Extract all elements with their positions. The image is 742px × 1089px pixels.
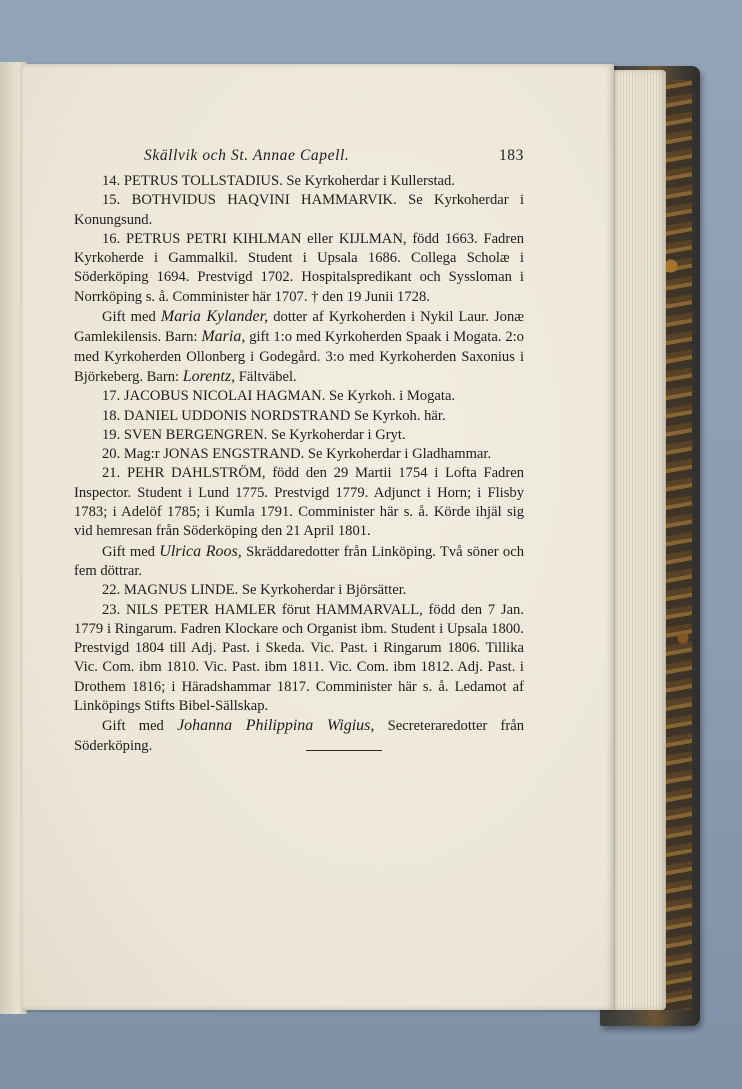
- text-run: Gift med: [102, 718, 178, 735]
- text-run: 20. Mag:r JONAS ENGSTRAND. Se Kyrkoherdar i Gladhammar.: [102, 446, 492, 463]
- entry-paragraph: [74, 407, 524, 426]
- book-page: [22, 64, 614, 1010]
- text-run: dotter af Kyrkoherden i Nykil Laur. Jonæ Gamlekilensis. Barn:: [74, 309, 525, 346]
- italic-name: Ulrica Roos,: [159, 542, 242, 560]
- entry-paragraph: [74, 230, 524, 307]
- text-run: Gift med: [102, 309, 161, 326]
- text-run: Fältväbel.: [235, 368, 297, 385]
- entry-list: [74, 172, 524, 756]
- entry-paragraph: [74, 542, 524, 582]
- italic-name: Johanna Philippina Wigius,: [177, 717, 375, 735]
- text-run: 16. PETRUS PETRI KIHLMAN eller KIJLMAN, född 1663. Fadren Kyrkoherde i Gammalkil. Student i Upsala 1686. Collega Scholæ i Söderköping 1694. Prestvigd 1702. Hospitalspredikant och Syssloman i Norrköping s. å. Comminister här 1707. † den 19 Junii 1728.: [74, 230, 524, 305]
- text-run: 14. PETRUS TOLLSTADIUS. Se Kyrkoherdar i Kullerstad.: [102, 173, 455, 189]
- page-text: [74, 146, 525, 754]
- text-run: gift 1:o med Kyrkoherden Spaak i Mogata. 2:o med Kyrkoherden Ollonberg i Godegård. 3:o med Kyrkoherden Saxonius i Björkeberg. Barn:: [74, 329, 524, 385]
- marbled-cover-edge: [662, 80, 692, 1010]
- text-run: 19. SVEN BERGENGREN. Se Kyrkoherdar i Gryt.: [102, 426, 406, 443]
- running-head-title: Skällvik och St. Annae Capell.: [144, 147, 350, 164]
- entry-paragraph: [74, 426, 524, 445]
- text-run: 18. DANIEL UDDONIS NORDSTRAND Se Kyrkoh. här.: [102, 407, 446, 424]
- entry-paragraph: [74, 581, 524, 600]
- text-run: 23. NILS PETER HAMLER förut HAMMARVALL, född den 7 Jan. 1779 i Ringarum. Fadren Klockare och Organist ibm. Student i Upsala 1800. Prestvigd 1804 till Adj. Past. i Skeda. Vic. Past. i Ringarum 1806. Tillika Vic. Com. ibm 1810. Vic. Past. ibm 1811. Vic. Com. ibm 1812. Adj. Past. i Drothem 1816; i Häradshammar 1817. Comminister här s. å. Ledamot af Linköpings Stifts Bibel-Sällskap.: [74, 601, 524, 715]
- entry-paragraph: [74, 716, 524, 756]
- running-head: [74, 146, 524, 172]
- text-run: Gift med: [102, 543, 160, 560]
- entry-paragraph: [74, 172, 524, 191]
- text-run: 17. JACOBUS NICOLAI HAGMAN. Se Kyrkoh. i Mogata.: [102, 388, 456, 405]
- entry-paragraph: [74, 191, 524, 230]
- italic-name: Maria Kylander,: [160, 308, 269, 326]
- entry-paragraph: [74, 307, 524, 387]
- entry-paragraph: [74, 601, 524, 717]
- text-run: Secreteraredotter från Söderköping.: [74, 718, 524, 754]
- page-edge-stack: [606, 70, 666, 1010]
- text-run: 15. BOTHVIDUS HAQVINI HAMMARVIK. Se Kyrkoherdar i Konungsund.: [74, 192, 524, 228]
- entry-paragraph: [74, 387, 524, 406]
- text-run: 22. MAGNUS LINDE. Se Kyrkoherdar i Björsätter.: [102, 582, 407, 599]
- text-run: Skräddaredotter från Linköping. Två söner och fem döttrar.: [74, 543, 524, 579]
- italic-name: Maria,: [201, 328, 246, 346]
- entry-paragraph: [74, 464, 524, 541]
- entry-paragraph: [74, 445, 524, 464]
- text-run: 21. PEHR DAHLSTRÖM, född den 29 Martii 1754 i Lofta Fadren Inspector. Student i Lund 1775. Prestvigd 1779. Adjunct i Horn; i Flisby 1783; i Adelöf 1785; i Kumla 1791. Comminister här s. å. Körde ihjäl sig vid hemresan från Söderköping den 21 April 1801.: [74, 465, 524, 540]
- page-number: 183: [498, 147, 524, 164]
- end-rule: [306, 750, 382, 751]
- italic-name: Lorentz,: [182, 367, 236, 385]
